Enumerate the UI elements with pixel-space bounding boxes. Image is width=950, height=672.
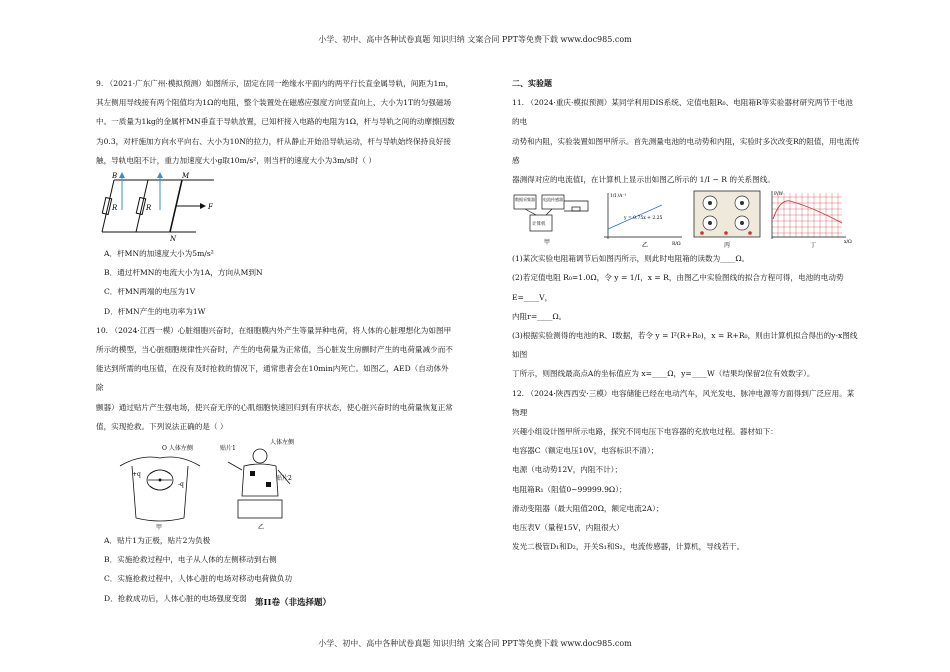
label-patch1: 贴片1 [220,445,236,453]
q9-line: 触，导轨电阻不计，重力加速度大小g取10m/s²，则当杆的速度大小为3m/s时（ ） [96,155,376,165]
q11-line: 器测得对应的电流值I，在计算机上显示出如图乙所示的 1/I − R 的关系图线。 [512,175,775,185]
label-f: F [208,203,213,212]
question-10 [96,321,456,608]
label-x-ohm: x/Ω [844,240,852,246]
label-xlabel: R/Ω [672,242,681,248]
q12-line: 12. （2024·陕西西安·三模）电容储能已经在电动汽车，风光发电、脉冲电源等方面得到广泛应用。某物理 [512,388,855,417]
label-jia: 甲 [156,524,163,532]
right-column [512,74,860,556]
label-r2: R [146,204,152,213]
label-r1: R [112,204,118,213]
label-left-side: 人体左侧 [270,439,295,447]
q12-item: 电阻箱R₁（阻值0~99999.9Ω）； [512,484,627,494]
q10-line: 10. （2024·江西一模）心脏细胞兴奋时，在细胞膜内外产生等量异种电荷，将人体的心脏理想化为如图甲 [96,325,452,335]
label-bing: 丙 [724,242,731,250]
q11-sub2a: (2)若定值电阻 R₀=1.0Ω，令 y = 1/I，x = R，由图乙中实验图线的拟合方程可得，电池的电动势E=____V， [512,273,844,302]
page-footer: 小学、初中、高中各种试卷真题 知识归纳 文案合同 PPT等免费下载 www.doc985.com [318,639,632,648]
q11-sub3a: (3)根据实验测得的电池的R、I数据，若令 y = I²(R+R₀)，x = R+R₀，则由计算机拟合得出的y-x图线如图 [512,331,858,360]
q10-line: 所示的模型，当心脏细胞规律性兴奋时，产生的电荷量为正常值，当心脏发生房颤时产生的电荷量减少而不 [96,345,453,355]
label-computer: 计算机 [532,222,546,228]
q9-line: 其左侧用导线接有两个阻值均为1Ω的电阻，整个装置处在磁感应强度方向竖直向上、大小为1T的匀强磁场 [96,98,452,108]
section-title: 二、实验题 [512,78,552,88]
question-12 [512,384,860,557]
q10-option: A．贴片1为正极，贴片2为负极 [104,536,211,546]
q10-line: 颤器）通过贴片产生强电场，使兴奋无序的心肌细胞快速回归到有序状态，使心脏兴奋时的电荷量恢复正常 [96,402,453,412]
label-equation: y = 0.75x + 2.25 [624,216,663,222]
left-column [96,74,456,608]
label-n: N [170,235,177,244]
label-pw: P/W [774,192,784,198]
part-two-title: 第II卷（非选择题） [255,598,331,608]
q10-option: B．实施抢救过程中，电子从人体的左侧移动到右侧 [104,555,277,565]
q9-line: 9. （2021·广东广州·模拟预测）如图所示，固定在同一绝缘水平面内的两平行长直金属导轨，间距为1m， [96,79,454,88]
q9-option: D．杆MN产生的电功率为1W [104,306,206,316]
q9-option: B．通过杆MN的电流大小为1A，方向从M到N [104,268,263,278]
question-9 [96,74,456,321]
label-ding: 丁 [810,242,817,250]
q10-line: 能达到所需的电压值，在没有及时抢救的情况下，通常患者会在10min内死亡。如图乙，AED（自动体外除 [96,364,449,393]
label-minus-q: -q [178,481,184,489]
q12-item: 电容器C（额定电压10V，电容标识不清）； [512,446,659,456]
q12-item: 电源（电动势12V，内阻不计）； [512,465,623,475]
q12-line: 兴趣小组设计图甲所示电路，探究不同电压下电容器的充放电过程。器材如下： [512,427,778,437]
q11-sub2b: 内阻r=____Ω。 [512,311,567,321]
q11-sub3b: 丁所示，则图线最高点A的坐标值应为 x=____Ω，y=____W（结果均保留2位有效数字）。 [512,369,815,379]
q9-option: A．杆MN的加速度大小为5m/s² [104,249,214,259]
q12-item: 发光二极管D₁和D₂，开关S₁和S₂，电流传感器，计算机，导线若干。 [512,542,745,552]
label-b: B [112,172,118,181]
q11-line: 11. （2024·重庆·模拟预测）某同学利用DIS系统、定值电阻R₀、电阻箱R等实验器材研究两节干电池的电 [512,98,853,127]
question-11 [512,93,860,383]
label-daq: 数据采集器 [515,197,535,203]
q10-heart-figure [110,436,310,531]
q12-item: 滑动变阻器（最大阻值20Ω，额定电流2A）； [512,503,664,513]
label-m: M [182,172,190,181]
label-yi: 乙 [642,242,649,250]
q11-sub1: (1)某次实验电阻箱调节后如图丙所示，则此时电阻箱的读数为____Ω。 [512,254,750,264]
label-plus-q: +q [132,471,141,479]
q9-line: 中。一质量为1kg的金属杆MN垂直于导轨放置，已知杆接入电路的电阻为1Ω，杆与导轨之间的动摩擦因数 [96,117,455,127]
label-jia: 甲 [544,239,551,247]
q9-option: C．杆MN两端的电压为1V [104,287,196,297]
label-sensor: 电流传感器 [543,197,563,203]
label-patch2: 贴片2 [276,475,292,483]
q10-option: C．实施抢救过程中，人体心脏的电场对移动电荷做负功 [104,574,293,584]
label-yi: 乙 [258,524,265,532]
q10-option: D．抢救成功后，人体心脏的电场强度变弱 [104,593,247,603]
label-ylabel: 1/I /A⁻¹ [610,194,627,200]
q9-line: 为0.3，对杆施加方向水平向右、大小为10N的拉力，杆从静止开始沿导轨运动，杆与导轨始终保持良好接 [96,136,451,146]
q11-line: 动势和内阻，实验装置如图甲所示。首先测量电池的电动势和内阻，实验时多次改变R的阻值，用电流传感 [512,136,860,165]
page-header: 小学、初中、高中各种试卷真题 知识归纳 文案合同 PPT等免费下载 www.doc985.com [318,35,632,44]
q10-line: 值，实现抢救。下列说法正确的是（ ） [96,421,228,431]
q12-item: 电压表V（量程15V，内阻很大） [512,523,624,533]
q9-rail-figure [96,170,221,244]
label-o-left: O 人体左侧 [162,445,193,453]
q11-figures [512,189,852,249]
